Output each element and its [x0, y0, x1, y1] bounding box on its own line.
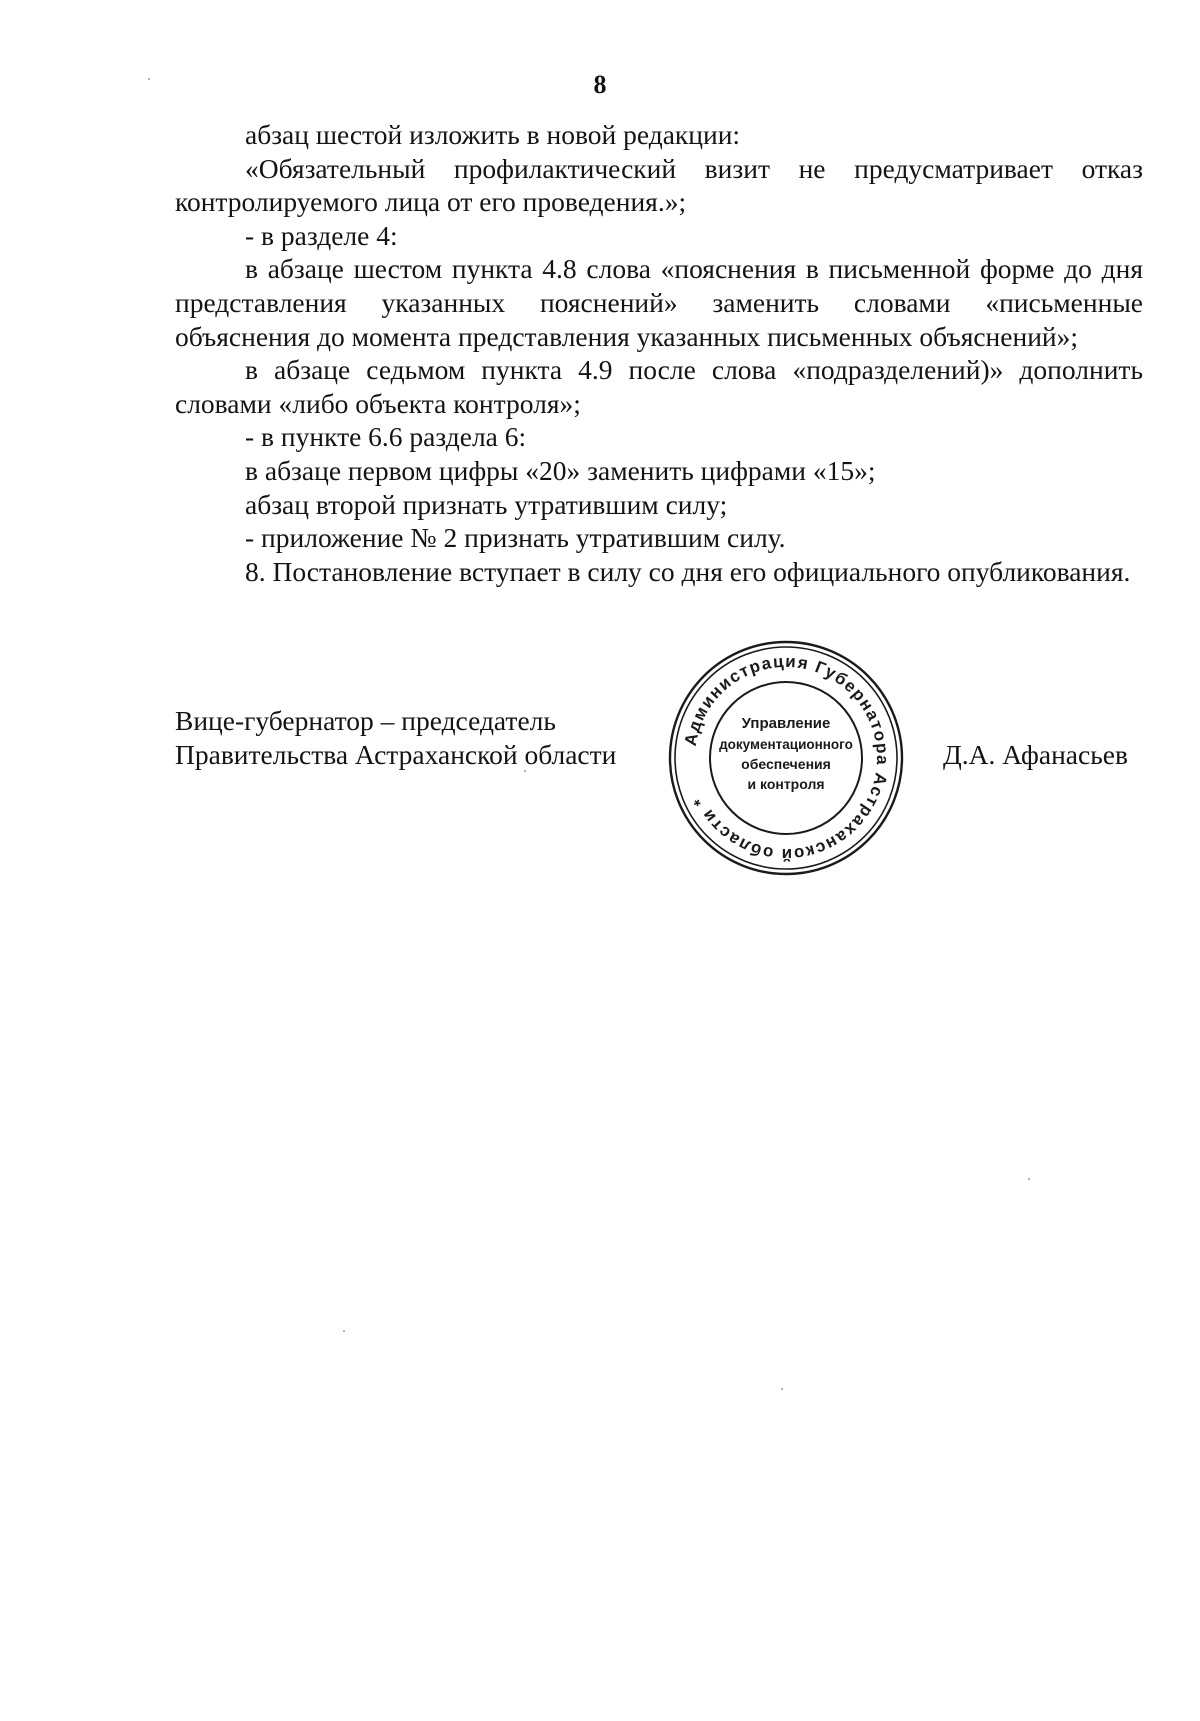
scan-speck [524, 770, 526, 772]
stamp-center-line: обеспечения [741, 756, 831, 772]
scan-speck [148, 78, 150, 80]
paragraph: в абзаце седьмом пункта 4.9 после слова «подразделений)» дополнить словами «либо объекта контроля»; [175, 354, 1143, 419]
scan-speck [1028, 1178, 1030, 1180]
paragraph: - в пункте 6.6 раздела 6: [245, 421, 527, 453]
signatory-position-line: Вице-губернатор – председатель [175, 705, 556, 736]
page-number: 8 [593, 70, 607, 99]
paragraph: «Обязательный профилактический визит не предусматривает отказ контролируемого лица от его проведения.»; [175, 152, 1143, 218]
official-stamp [666, 638, 906, 878]
scan-speck [781, 1388, 783, 1390]
paragraph: в абзаце шестом пункта 4.8 слова «пояснения в письменной форме до дня представления указанных пояснений» заменить словами «письменные объяснения до момента представления указанных письменных объяснений»; [175, 253, 1143, 352]
stamp-center-line: и контроля [747, 776, 825, 792]
signatory-position [175, 704, 616, 772]
paragraph: в абзаце первом цифры «20» заменить цифрами «15»; [245, 454, 876, 486]
stamp-seal-graphic [666, 638, 906, 878]
paragraph: - приложение № 2 признать утратившим силу. [245, 522, 786, 554]
scan-speck [343, 1330, 345, 1332]
paragraph: абзац второй признать утратившим силу; [245, 488, 728, 520]
paragraph: 8. Постановление вступает в силу со дня его официального опубликования. [245, 555, 1131, 587]
stamp-center-line: Управление [741, 715, 831, 732]
paragraph: абзац шестой изложить в новой редакции: [245, 119, 741, 150]
stamp-center-line: документационного [719, 737, 853, 752]
paragraph: - в разделе 4: [245, 219, 398, 251]
stamp-ring-text: Администрация Губернатора Астраханской области * [680, 651, 893, 865]
signatory-name: Д.А. Афанасьев [943, 739, 1128, 770]
document-body [175, 118, 1143, 588]
signatory-position-line: Правительства Астраханской области [175, 739, 617, 770]
